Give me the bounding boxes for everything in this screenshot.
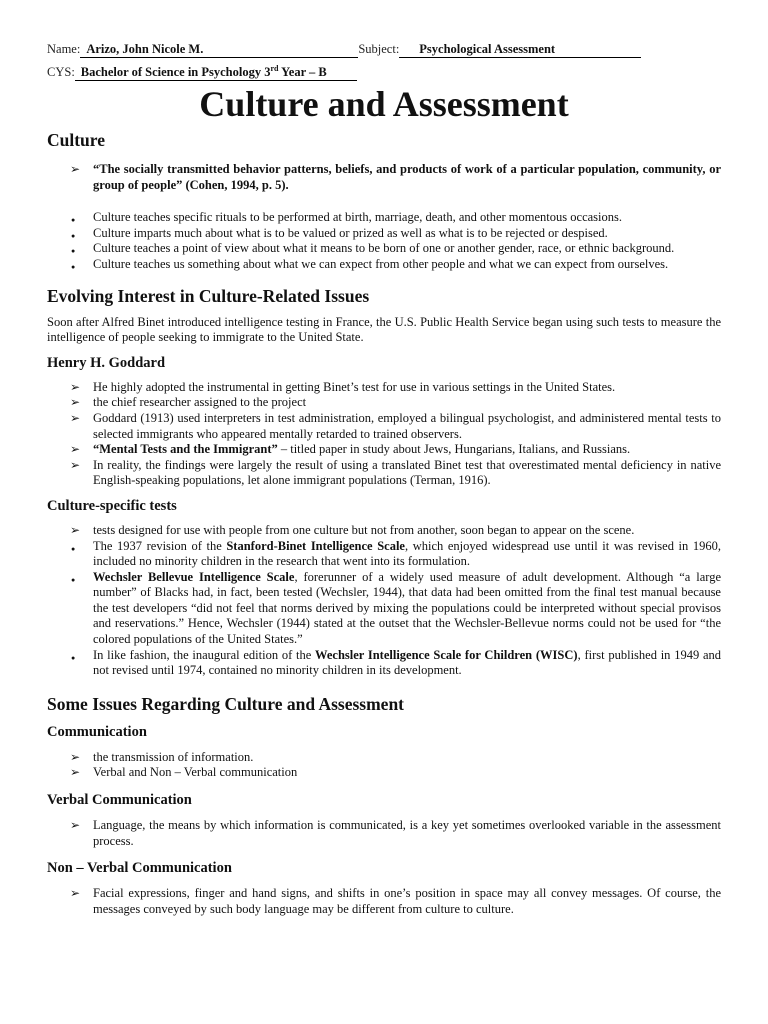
list-item: ➢ In reality, the findings were largely the result of using a translated Binet test that overestimated mental deficiency in native English-speaking populations, let alone immigrant populations (Terman, 1916). — [70, 457, 721, 488]
list-item: ➢ tests designed for use with people from one culture but not from another, soon began to appear on the scene. — [70, 522, 635, 537]
list-item: ● In like fashion, the inaugural edition of the Wechsler Intelligence Scale for Children (WISC), first published in 1949 and not revised until 1974, contained no minority children in its development. — [71, 647, 721, 678]
list-item: ➢ Verbal and Non – Verbal communication — [70, 765, 298, 780]
subject-value: Psychological Assessment — [399, 42, 641, 58]
list-item: ➢ “Mental Tests and the Immigrant” – titled paper in study about Jews, Hungarians, Italians, and Russians. — [70, 442, 631, 457]
subheading-communication: Communication — [47, 723, 147, 740]
subheading-culture-specific-tests: Culture-specific tests — [47, 497, 177, 514]
list-item: ➢ Goddard (1913) used interpreters in test administration, employed a bilingual psychologist, and administered mental tests to selected immigrants who appeared mentally retarded to trained observers. — [70, 410, 721, 441]
list-item — [47, 226, 721, 242]
section-heading-issues: Some Issues Regarding Culture and Assessment — [47, 693, 405, 714]
communication-list — [47, 750, 721, 781]
list-item: ➢ Facial expressions, finger and hand signs, and shifts in one’s position in space may all convey messages. Of course, the messages conveyed by such body language may be different from culture to culture. — [70, 886, 721, 916]
arrow-bullet-icon: ➢ — [70, 395, 81, 410]
dot-bullet-icon: ● — [71, 544, 76, 553]
subheading-verbal-communication: Verbal Communication — [47, 792, 192, 809]
name-subject-line — [47, 42, 721, 61]
dot-bullet-icon: ● — [71, 216, 76, 225]
subheading-goddard: Henry H. Goddard — [47, 354, 166, 371]
dot-bullet-icon: ● — [71, 653, 76, 662]
arrow-bullet-icon: ➢ — [70, 749, 81, 764]
list-item-text: Culture teaches a point of view about what it means to be born of one or another gender, race, or ethnic background. — [93, 241, 675, 256]
arrow-bullet-icon: ➢ — [70, 162, 81, 176]
list-item — [47, 241, 721, 257]
cys-value: Bachelor of Science in Psychology 3rd Year – B — [75, 61, 357, 81]
arrow-bullet-icon: ➢ — [70, 765, 81, 780]
dot-bullet-icon: ● — [71, 262, 76, 271]
arrow-bullet-icon: ➢ — [70, 379, 81, 394]
list-item-text: Culture teaches us something about what we can expect from other people and what we can expect from ourselves. — [93, 256, 669, 271]
subject-label: Subject: — [358, 42, 400, 56]
list-item — [47, 162, 721, 193]
subheading-nonverbal-communication: Non – Verbal Communication — [47, 860, 232, 877]
list-item: ➢ the chief researcher assigned to the project — [70, 395, 307, 410]
name-label: Name: — [47, 42, 81, 56]
culture-definition-list — [47, 162, 721, 193]
arrow-bullet-icon: ➢ — [70, 410, 81, 425]
cys-line — [47, 61, 721, 80]
arrow-bullet-icon: ➢ — [70, 442, 81, 457]
list-item: ● The 1937 revision of the Stanford-Binet Intelligence Scale, which enjoyed widespread use until it was revised in 1960, included no minority children in the research that went into its formulation. — [71, 538, 721, 569]
list-item-text: Culture imparts much about what is to be valued or prized as well as what is to be rejected or despised. — [93, 225, 608, 240]
section-heading-culture: Culture — [47, 130, 106, 150]
dot-bullet-icon: ● — [71, 575, 76, 584]
cys-label: CYS: — [47, 65, 75, 80]
arrow-bullet-icon: ➢ — [70, 522, 81, 537]
verbal-list — [47, 818, 721, 849]
culture-specific-list — [47, 523, 721, 679]
list-item — [47, 257, 721, 273]
nonverbal-list — [47, 886, 721, 917]
list-item: ● Wechsler Bellevue Intelligence Scale, forerunner of a widely used measure of adult development. Although “a large number” of Blacks had, in fact, been tested (Wechsler, 1944), that data had been omitted from the final test manual because the test developers “did not feel that norms derived by mixing the populations could be interpreted without special provisos and reservations.” Hence, Wechsler (1944) stated at the outset that the Wechsler-Bellevue norms could not be used for “the colored populations of the United States.” — [71, 569, 722, 647]
dot-bullet-icon: ● — [71, 231, 76, 240]
list-item: ➢ the transmission of information. — [70, 749, 254, 764]
page-title: Culture and Assessment — [199, 84, 569, 124]
list-item: ➢ Language, the means by which information is communicated, is a key yet sometimes overlooked variable in the assessment process. — [70, 818, 721, 848]
section-heading-evolving: Evolving Interest in Culture-Related Issues — [47, 285, 370, 306]
arrow-bullet-icon: ➢ — [70, 457, 81, 472]
arrow-bullet-icon: ➢ — [70, 886, 81, 901]
dot-bullet-icon: ● — [71, 247, 76, 256]
arrow-bullet-icon: ➢ — [70, 818, 81, 833]
name-value: Arizo, John Nicole M. — [80, 42, 358, 58]
document-page — [47, 42, 721, 917]
culture-bullet-list — [47, 210, 721, 272]
culture-definition: “The socially transmitted behavior patterns, beliefs, and products of work of a particular population, community, or group of people” (Cohen, 1994, p. 5). — [93, 162, 721, 192]
list-item: ➢ He highly adopted the instrumental in getting Binet’s test for use in various settings in the United States. — [70, 379, 616, 394]
list-item-text: Culture teaches specific rituals to be performed at birth, marriage, death, and other momentous occasions. — [93, 210, 622, 225]
goddard-list — [47, 380, 721, 489]
evolving-paragraph: Soon after Alfred Binet introduced intelligence testing in France, the U.S. Public Health Service began using such tests to measure the intelligence of people seeking to immigrate to the United State. — [47, 314, 721, 345]
list-item — [47, 210, 721, 226]
